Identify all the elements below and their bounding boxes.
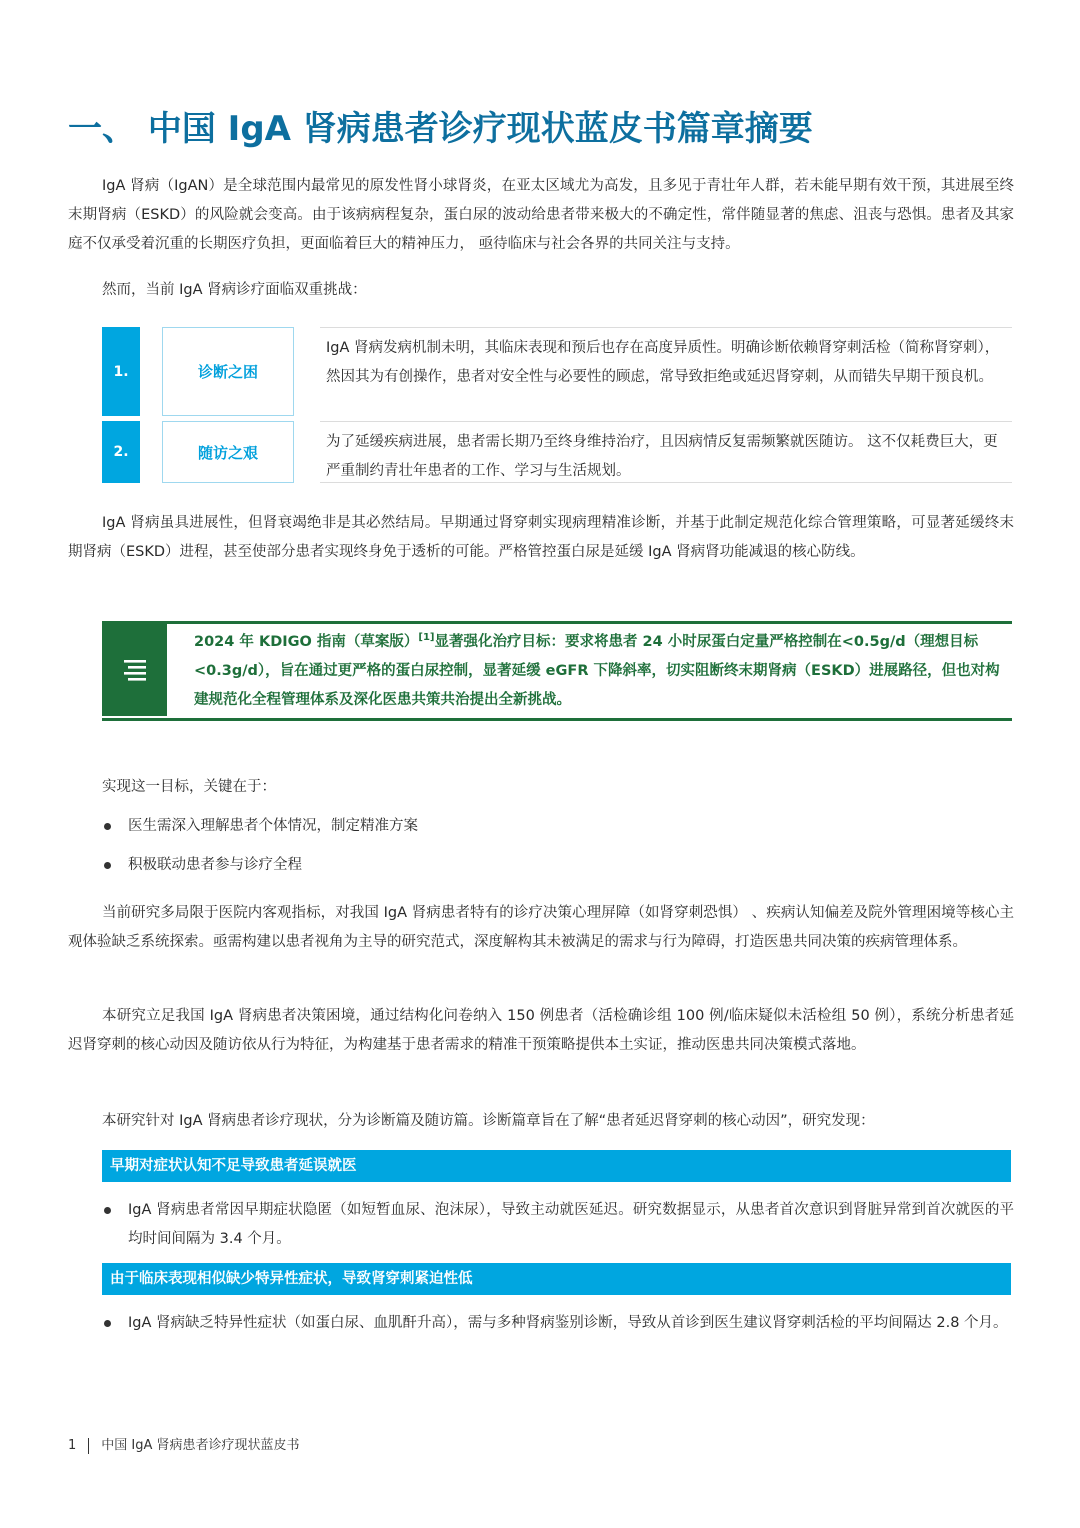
challenge-row-diagnosis bbox=[102, 327, 1012, 416]
footer-divider bbox=[88, 1438, 89, 1454]
bullet-dot-icon bbox=[104, 862, 111, 869]
finding-heading: 早期对症状认知不足导致患者延误就医 bbox=[102, 1150, 1011, 1182]
footer-doc-title: 中国 IgA 肾病患者诊疗现状蓝皮书 bbox=[101, 1438, 300, 1453]
bullet-dot-icon bbox=[104, 823, 111, 830]
callout-body: 显著强化治疗目标：要求将患者 24 小时尿蛋白定量严格控制在<0.5g/d（理想目标<0.3g/d），旨在通过更严格的蛋白尿控制，显著延缓 eGFR 下降斜率，切实阻断终末期肾病（ESKD）进展路径，但也对构建规范化全程管理体系及深化医患共策共治提出全新挑战。 bbox=[194, 634, 1000, 708]
list-item-text: 积极联动患者参与诊疗全程 bbox=[128, 857, 302, 873]
page-title: 一、 中国 IgA 肾病患者诊疗现状蓝皮书篇章摘要 bbox=[68, 109, 813, 149]
key-intro: 实现这一目标，关键在于： bbox=[102, 779, 276, 795]
challenge-row-followup bbox=[102, 421, 1012, 483]
callout-top-rule bbox=[102, 621, 1012, 624]
research-paragraph-1: 当前研究多局限于医院内客观指标，对我国 IgA 肾病患者特有的诊疗决策心理屏障（如肾穿刺恐惧） 、疾病认知偏差及院外管理困境等核心主观体验缺乏系统探索。亟需构建以患者视角为主导的研究范式，深度解构其未被满足的需求与行为障碍，打造医患共同决策的疾病管理体系。 bbox=[68, 905, 1014, 950]
bullet-dot-icon bbox=[104, 1207, 111, 1214]
challenge-label: 诊断之困 bbox=[162, 327, 294, 416]
challenge-label: 随访之艰 bbox=[162, 421, 294, 483]
bullet-dot-icon bbox=[104, 1320, 111, 1327]
callout-lead: 2024 年 KDIGO 指南（草案版） bbox=[194, 634, 419, 650]
challenges-intro: 然而，当前 IgA 肾病诊疗面临双重挑战： bbox=[102, 282, 367, 298]
challenge-description: 为了延缓疾病进展，患者需长期乃至终身维持治疗，且因病情反复需频繁就医随访。 这不仅耗费巨大，更严重制约青壮年患者的工作、学习与生活规划。 bbox=[320, 421, 1012, 483]
citation-ref[interactable]: [1] bbox=[418, 632, 435, 644]
finding-heading: 由于临床表现相似缺少特异性症状，导致肾穿刺紧迫性低 bbox=[102, 1263, 1011, 1295]
page-footer bbox=[68, 1437, 300, 1455]
list-item-text: IgA 肾病缺乏特异性症状（如蛋白尿、血肌酐升高），需与多种肾病鉴别诊断，导致从首诊到医生建议肾穿刺活检的平均间隔达 2.8 个月。 bbox=[128, 1315, 1008, 1331]
research-paragraph-3: 本研究针对 IgA 肾病患者诊疗现状，分为诊断篇及随访篇。诊断篇章旨在了解“患者延迟肾穿刺的核心动因”，研究发现： bbox=[102, 1113, 875, 1129]
list-item-text: 医生需深入理解患者个体情况，制定精准方案 bbox=[128, 818, 418, 834]
list-item bbox=[104, 1196, 1014, 1254]
research-paragraph-2: 本研究立足我国 IgA 肾病患者决策困境，通过结构化问卷纳入 150 例患者（活检确诊组 100 例/临床疑似未活检组 50 例），系统分析患者延迟肾穿刺的核心动因及随访依从行为特征，为构建基于患者需求的精准干预策略提供本土实证，推动医患共同决策模式落地。 bbox=[68, 1008, 1014, 1053]
challenge-description: IgA 肾病发病机制未明，其临床表现和预后也存在高度异质性。明确诊断依赖肾穿刺活检（简称肾穿刺），然因其为有创操作，患者对安全性与必要性的顾虑，常导致拒绝或延迟肾穿刺，从而错失早期干预良机。 bbox=[320, 327, 1012, 416]
list-item-text: IgA 肾病患者常因早期症状隐匿（如短暂血尿、泡沫尿），导致主动就医延迟。研究数据显示，从患者首次意识到肾脏异常到首次就医的平均时间间隔为 3.4 个月。 bbox=[128, 1202, 1014, 1247]
list-icon bbox=[102, 624, 167, 716]
challenge-number: 1. bbox=[102, 327, 140, 416]
page-number: 1 bbox=[68, 1438, 77, 1453]
list-item bbox=[104, 812, 1014, 841]
challenge-number: 2. bbox=[102, 421, 140, 483]
kdigo-callout-text bbox=[194, 628, 1010, 715]
progress-paragraph: IgA 肾病虽具进展性，但肾衰竭绝非是其必然结局。早期通过肾穿刺实现病理精准诊断，并基于此制定规范化综合管理策略，可显著延缓终末期肾病（ESKD）进程，甚至使部分患者实现终身免于透析的可能。严格管控蛋白尿是延缓 IgA 肾病肾功能减退的核心防线。 bbox=[68, 515, 1014, 560]
list-item bbox=[104, 1309, 1014, 1367]
list-item bbox=[104, 851, 1014, 880]
callout-bottom-rule bbox=[102, 718, 1012, 721]
intro-paragraph: IgA 肾病（IgAN）是全球范围内最常见的原发性肾小球肾炎，在亚太区域尤为高发，且多见于青壮年人群，若未能早期有效干预，其进展至终末期肾病（ESKD）的风险就会变高。由于该病病程复杂，蛋白尿的波动给患者带来极大的不确定性，常伴随显著的焦虑、沮丧与恐惧。患者及其家庭不仅承受着沉重的长期医疗负担，更面临着巨大的精神压力， 亟待临床与社会各界的共同关注与支持。 bbox=[68, 178, 1014, 252]
